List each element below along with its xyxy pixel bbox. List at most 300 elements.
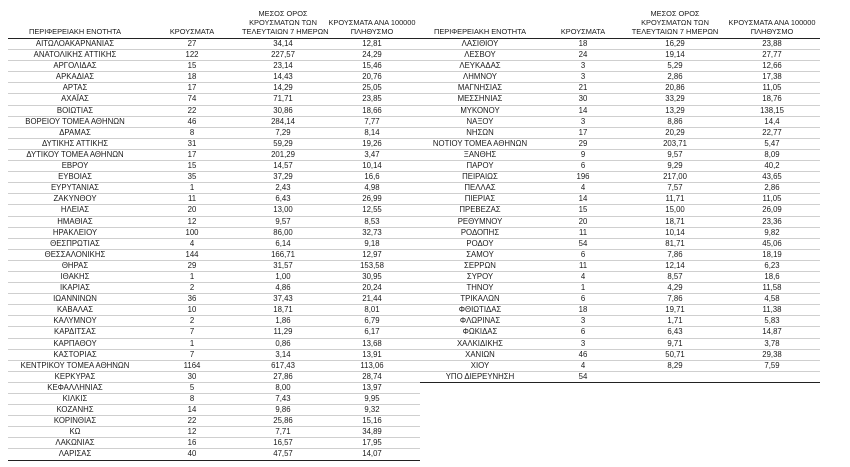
- header-avg7-line1: ΜΕΣΟΣ ΟΡΟΣ: [650, 9, 700, 18]
- region-cell: ΗΛΕΙΑΣ: [8, 205, 142, 216]
- region-cell: ΞΑΝΘΗΣ: [420, 149, 540, 160]
- region-cell: ΙΚΑΡΙΑΣ: [8, 283, 142, 294]
- table-row: [8, 249, 420, 260]
- table-row: [420, 138, 820, 149]
- per100k-cell: 11,58: [724, 283, 820, 294]
- cases-cell: 36: [142, 294, 242, 305]
- table-row: [8, 327, 420, 338]
- table-row: [8, 83, 420, 94]
- per100k-cell: 9,18: [324, 238, 420, 249]
- avg7-cell: 6,14: [242, 238, 324, 249]
- cases-cell: 14: [540, 194, 626, 205]
- region-cell: ΑΡΚΑΔΙΑΣ: [8, 72, 142, 83]
- table-row: [8, 105, 420, 116]
- region-cell: ΔΥΤΙΚΟΥ ΤΟΜΕΑ ΑΘΗΝΩΝ: [8, 149, 142, 160]
- avg7-cell: 4,86: [242, 283, 324, 294]
- region-cell: ΛΑΣΙΘΙΟΥ: [420, 39, 540, 50]
- per100k-cell: 8,53: [324, 216, 420, 227]
- region-cell: ΑΡΓΟΛΙΔΑΣ: [8, 61, 142, 72]
- header-avg7-line3: ΤΕΛΕΥΤΑΙΩΝ 7 ΗΜΕΡΩΝ: [242, 27, 329, 36]
- region-cell: ΜΥΚΟΝΟΥ: [420, 105, 540, 116]
- table-row: [420, 161, 820, 172]
- per100k-cell: 9,82: [724, 227, 820, 238]
- cases-cell: 4: [540, 183, 626, 194]
- table-row: [8, 416, 420, 427]
- table-row: [420, 194, 820, 205]
- cases-cell: 18: [540, 305, 626, 316]
- cases-cell: 31: [142, 138, 242, 149]
- per100k-cell: 12,97: [324, 249, 420, 260]
- avg7-cell: 34,14: [242, 39, 324, 50]
- region-cell: ΝΗΣΩΝ: [420, 127, 540, 138]
- table-row: [8, 283, 420, 294]
- table-row: [420, 227, 820, 238]
- per100k-cell: 6,17: [324, 327, 420, 338]
- avg7-cell: 1,71: [626, 316, 724, 327]
- cases-cell: 15: [142, 61, 242, 72]
- table-row: [420, 205, 820, 216]
- table-row: [420, 249, 820, 260]
- table-row: [8, 216, 420, 227]
- avg7-cell: 9,57: [242, 216, 324, 227]
- cases-cell: 5: [142, 382, 242, 393]
- cases-cell: 11: [540, 227, 626, 238]
- per100k-cell: 6,23: [724, 260, 820, 271]
- table-row: [8, 294, 420, 305]
- avg7-cell: 50,71: [626, 349, 724, 360]
- region-cell: ΦΘΙΩΤΙΔΑΣ: [420, 305, 540, 316]
- per100k-cell: 17,38: [724, 72, 820, 83]
- table-row: [420, 360, 820, 371]
- avg7-cell: 16,29: [626, 39, 724, 50]
- header-per100k-line1: ΚΡΟΥΣΜΑΤΑ ΑΝΑ 100000: [328, 18, 416, 27]
- cases-cell: 6: [540, 161, 626, 172]
- per100k-cell: 13,91: [324, 349, 420, 360]
- header-per100k-line1: ΚΡΟΥΣΜΑΤΑ ΑΝΑ 100000: [728, 18, 816, 27]
- region-cell: ΡΟΔΟΠΗΣ: [420, 227, 540, 238]
- region-cell: ΖΑΚΥΝΘΟΥ: [8, 194, 142, 205]
- cases-cell: 54: [540, 238, 626, 249]
- per100k-cell: 24,29: [324, 50, 420, 61]
- region-cell: ΦΩΚΙΔΑΣ: [420, 327, 540, 338]
- table-row: [8, 371, 420, 382]
- table-row: [8, 205, 420, 216]
- avg7-cell: 20,86: [626, 83, 724, 94]
- per100k-cell: 18,66: [324, 105, 420, 116]
- region-cell: ΚΑΡΔΙΤΣΑΣ: [8, 327, 142, 338]
- avg7-cell: 47,57: [242, 449, 324, 460]
- avg7-cell: 25,86: [242, 416, 324, 427]
- table-row: [8, 271, 420, 282]
- region-cell: ΗΡΑΚΛΕΙΟΥ: [8, 227, 142, 238]
- table-row: [420, 316, 820, 327]
- region-cell: ΚΑΒΑΛΑΣ: [8, 305, 142, 316]
- per100k-cell: 15,46: [324, 61, 420, 72]
- table-row: [8, 405, 420, 416]
- region-cell: ΠΙΕΡΙΑΣ: [420, 194, 540, 205]
- avg7-cell: 1,86: [242, 316, 324, 327]
- per100k-cell: 3,47: [324, 149, 420, 160]
- cases-cell: 6: [540, 294, 626, 305]
- per100k-cell: 16,6: [324, 172, 420, 183]
- table-row: [420, 371, 820, 382]
- region-cell: ΚΑΛΥΜΝΟΥ: [8, 316, 142, 327]
- per100k-cell: 12,66: [724, 61, 820, 72]
- avg7-cell: 9,71: [626, 338, 724, 349]
- avg7-cell: 18,71: [242, 305, 324, 316]
- region-cell: ΛΕΥΚΑΔΑΣ: [420, 61, 540, 72]
- avg7-cell: 2,86: [626, 72, 724, 83]
- per100k-cell: 9,32: [324, 405, 420, 416]
- avg7-cell: 27,86: [242, 371, 324, 382]
- table-body-right: [420, 39, 820, 383]
- avg7-cell: 203,71: [626, 138, 724, 149]
- region-cell: ΚΕΡΚΥΡΑΣ: [8, 371, 142, 382]
- region-cell: ΒΟΡΕΙΟΥ ΤΟΜΕΑ ΑΘΗΝΩΝ: [8, 116, 142, 127]
- per100k-cell: 43,65: [724, 172, 820, 183]
- region-cell: ΠΕΙΡΑΙΩΣ: [420, 172, 540, 183]
- avg7-cell: 86,00: [242, 227, 324, 238]
- avg7-cell: 6,43: [626, 327, 724, 338]
- table-row: [8, 149, 420, 160]
- cases-cell: 17: [540, 127, 626, 138]
- avg7-cell: 9,29: [626, 161, 724, 172]
- region-cell: ΑΝΑΤΟΛΙΚΗΣ ΑΤΤΙΚΗΣ: [8, 50, 142, 61]
- table-body-left: [8, 39, 420, 461]
- per100k-cell: 12,81: [324, 39, 420, 50]
- per100k-cell: 19,26: [324, 138, 420, 149]
- region-cell: ΝΟΤΙΟΥ ΤΟΜΕΑ ΑΘΗΝΩΝ: [420, 138, 540, 149]
- cases-cell: 15: [540, 205, 626, 216]
- cases-cell: 1: [142, 271, 242, 282]
- per100k-cell: 23,88: [724, 39, 820, 50]
- region-cell: ΛΗΜΝΟΥ: [420, 72, 540, 83]
- table-header-row: [420, 9, 820, 39]
- cases-cell: 10: [142, 305, 242, 316]
- table-row: [420, 294, 820, 305]
- avg7-cell: 6,43: [242, 194, 324, 205]
- cases-cell: 7: [142, 349, 242, 360]
- per100k-cell: 22,77: [724, 127, 820, 138]
- region-cell: ΣΥΡΟΥ: [420, 271, 540, 282]
- per100k-cell: 21,44: [324, 294, 420, 305]
- region-cell: ΘΗΡΑΣ: [8, 260, 142, 271]
- avg7-cell: 14,57: [242, 161, 324, 172]
- table-row: [8, 349, 420, 360]
- region-cell: ΠΡΕΒΕΖΑΣ: [420, 205, 540, 216]
- per100k-cell: 8,14: [324, 127, 420, 138]
- region-cell: ΛΕΣΒΟΥ: [420, 50, 540, 61]
- avg7-cell: 2,43: [242, 183, 324, 194]
- cases-cell: 11: [142, 194, 242, 205]
- table-row: [420, 338, 820, 349]
- avg7-cell: 7,29: [242, 127, 324, 138]
- per100k-cell: 11,05: [724, 83, 820, 94]
- cases-cell: 196: [540, 172, 626, 183]
- avg7-cell: 71,71: [242, 94, 324, 105]
- cases-cell: 15: [142, 161, 242, 172]
- per100k-cell: 30,95: [324, 271, 420, 282]
- table-row: [8, 316, 420, 327]
- cases-cell: 4: [540, 271, 626, 282]
- per100k-cell: 138,15: [724, 105, 820, 116]
- avg7-cell: 227,57: [242, 50, 324, 61]
- table-row: [8, 183, 420, 194]
- region-cell: ΚΑΡΠΑΘΟΥ: [8, 338, 142, 349]
- table-row: [420, 94, 820, 105]
- table-row: [420, 349, 820, 360]
- table-row: [420, 283, 820, 294]
- per100k-cell: 17,95: [324, 438, 420, 449]
- regional-cases-table-left: [8, 9, 420, 461]
- per100k-cell: 153,58: [324, 260, 420, 271]
- per100k-cell: 13,68: [324, 338, 420, 349]
- cases-cell: 74: [142, 94, 242, 105]
- cases-cell: 46: [540, 349, 626, 360]
- region-cell: ΜΑΓΝΗΣΙΑΣ: [420, 83, 540, 94]
- avg7-cell: 19,14: [626, 50, 724, 61]
- table-row: [8, 305, 420, 316]
- per100k-cell: 20,76: [324, 72, 420, 83]
- avg7-cell: 7,71: [242, 427, 324, 438]
- avg7-cell: 9,86: [242, 405, 324, 416]
- per100k-cell: 40,2: [724, 161, 820, 172]
- header-cases: ΚΡΟΥΣΜΑΤΑ: [540, 9, 626, 39]
- avg7-cell: 201,29: [242, 149, 324, 160]
- region-cell: ΕΥΡΥΤΑΝΙΑΣ: [8, 183, 142, 194]
- table-row: [8, 438, 420, 449]
- cases-cell: 46: [142, 116, 242, 127]
- per100k-cell: 8,09: [724, 149, 820, 160]
- avg7-cell: 15,00: [626, 205, 724, 216]
- avg7-cell: 12,14: [626, 260, 724, 271]
- per100k-cell: 12,55: [324, 205, 420, 216]
- per100k-cell: 6,79: [324, 316, 420, 327]
- cases-cell: 100: [142, 227, 242, 238]
- table-row: [420, 39, 820, 50]
- avg7-cell: 8,57: [626, 271, 724, 282]
- cases-cell: 9: [540, 149, 626, 160]
- region-cell: ΡΟΔΟΥ: [420, 238, 540, 249]
- table-row: [8, 50, 420, 61]
- avg7-cell: 14,29: [242, 83, 324, 94]
- avg7-cell: 5,29: [626, 61, 724, 72]
- avg7-cell: 7,86: [626, 294, 724, 305]
- header-avg7-line3: ΤΕΛΕΥΤΑΙΩΝ 7 ΗΜΕΡΩΝ: [631, 27, 719, 36]
- region-cell: ΣΕΡΡΩΝ: [420, 260, 540, 271]
- header-avg7-line2: ΚΡΟΥΣΜΑΤΩΝ ΤΩΝ: [249, 18, 317, 27]
- region-cell: ΡΕΘΥΜΝΟΥ: [420, 216, 540, 227]
- per100k-cell: 4,58: [724, 294, 820, 305]
- region-cell: ΔΥΤΙΚΗΣ ΑΤΤΙΚΗΣ: [8, 138, 142, 149]
- table-row: [8, 39, 420, 50]
- table-row: [420, 83, 820, 94]
- per100k-cell: 4,98: [324, 183, 420, 194]
- table-row: [420, 72, 820, 83]
- table-row: [420, 271, 820, 282]
- header-per100k-line2: ΠΛΗΘΥΣΜΟ: [750, 27, 794, 36]
- region-cell: ΚΙΛΚΙΣ: [8, 394, 142, 405]
- region-cell: ΥΠΟ ΔΙΕΡΕΥΝΗΣΗ: [420, 371, 540, 382]
- cases-cell: 3: [540, 116, 626, 127]
- table-row: [8, 338, 420, 349]
- table-row: [420, 105, 820, 116]
- per100k-cell: 10,14: [324, 161, 420, 172]
- table-row: [8, 194, 420, 205]
- per100k-cell: 34,89: [324, 427, 420, 438]
- per100k-cell: 5,47: [724, 138, 820, 149]
- region-cell: ΒΟΙΩΤΙΑΣ: [8, 105, 142, 116]
- cases-cell: 14: [142, 405, 242, 416]
- cases-cell: 2: [142, 283, 242, 294]
- cases-cell: 29: [540, 138, 626, 149]
- cases-cell: 17: [142, 83, 242, 94]
- table-row: [8, 72, 420, 83]
- per100k-cell: 27,77: [724, 50, 820, 61]
- table-header-row: [8, 9, 420, 39]
- region-cell: ΧΑΝΙΩΝ: [420, 349, 540, 360]
- per100k-cell: 113,06: [324, 360, 420, 371]
- cases-cell: 22: [142, 105, 242, 116]
- cases-cell: 14: [540, 105, 626, 116]
- avg7-cell: 166,71: [242, 249, 324, 260]
- avg7-cell: 13,00: [242, 205, 324, 216]
- region-cell: ΝΑΞΟΥ: [420, 116, 540, 127]
- avg7-cell: 7,86: [626, 249, 724, 260]
- cases-cell: 22: [142, 416, 242, 427]
- region-cell: ΦΛΩΡΙΝΑΣ: [420, 316, 540, 327]
- per100k-cell: 15,16: [324, 416, 420, 427]
- avg7-cell: 10,14: [626, 227, 724, 238]
- avg7-cell: 20,29: [626, 127, 724, 138]
- per100k-cell: 11,38: [724, 305, 820, 316]
- table-row: [8, 227, 420, 238]
- region-cell: ΗΜΑΘΙΑΣ: [8, 216, 142, 227]
- header-per100k: [724, 9, 820, 39]
- table-row: [8, 360, 420, 371]
- region-cell: ΚΟΖΑΝΗΣ: [8, 405, 142, 416]
- avg7-cell: 81,71: [626, 238, 724, 249]
- per100k-cell: 18,19: [724, 249, 820, 260]
- cases-cell: 8: [142, 127, 242, 138]
- per100k-cell: 28,74: [324, 371, 420, 382]
- per100k-cell: 14,07: [324, 449, 420, 460]
- avg7-cell: 8,86: [626, 116, 724, 127]
- region-cell: ΠΕΛΛΑΣ: [420, 183, 540, 194]
- header-avg7-line1: ΜΕΣΟΣ ΟΡΟΣ: [258, 9, 308, 18]
- region-cell: ΚΕΦΑΛΛΗΝΙΑΣ: [8, 382, 142, 393]
- per100k-cell: 23,36: [724, 216, 820, 227]
- table-row: [8, 172, 420, 183]
- cases-cell: 21: [540, 83, 626, 94]
- region-cell: ΧΑΛΚΙΔΙΚΗΣ: [420, 338, 540, 349]
- table-row: [420, 260, 820, 271]
- region-cell: ΔΡΑΜΑΣ: [8, 127, 142, 138]
- avg7-cell: 11,71: [626, 194, 724, 205]
- region-cell: ΠΑΡΟΥ: [420, 161, 540, 172]
- cases-cell: 35: [142, 172, 242, 183]
- avg7-cell: 8,29: [626, 360, 724, 371]
- avg7-cell: 4,29: [626, 283, 724, 294]
- cases-cell: 18: [540, 39, 626, 50]
- avg7-cell: 1,00: [242, 271, 324, 282]
- region-cell: ΕΒΡΟΥ: [8, 161, 142, 172]
- cases-cell: 144: [142, 249, 242, 260]
- cases-cell: 1: [540, 283, 626, 294]
- per100k-cell: [724, 371, 820, 382]
- cases-cell: 1: [142, 183, 242, 194]
- table-row: [8, 260, 420, 271]
- cases-cell: 7: [142, 327, 242, 338]
- per100k-cell: 23,85: [324, 94, 420, 105]
- region-cell: ΧΙΟΥ: [420, 360, 540, 371]
- table-row: [8, 116, 420, 127]
- cases-cell: 8: [142, 394, 242, 405]
- region-cell: ΤΡΙΚΑΛΩΝ: [420, 294, 540, 305]
- header-cases: ΚΡΟΥΣΜΑΤΑ: [142, 9, 242, 39]
- cases-cell: 20: [142, 205, 242, 216]
- avg7-cell: 37,29: [242, 172, 324, 183]
- cases-cell: 4: [540, 360, 626, 371]
- avg7-cell: 217,00: [626, 172, 724, 183]
- region-cell: ΙΩΑΝΝΙΝΩΝ: [8, 294, 142, 305]
- avg7-cell: 13,29: [626, 105, 724, 116]
- table-row: [420, 149, 820, 160]
- avg7-cell: 9,57: [626, 149, 724, 160]
- region-cell: ΚΩ: [8, 427, 142, 438]
- table-row: [8, 427, 420, 438]
- cases-cell: 12: [142, 216, 242, 227]
- cases-cell: 17: [142, 149, 242, 160]
- region-cell: ΑΙΤΩΛΟΑΚΑΡΝΑΝΙΑΣ: [8, 39, 142, 50]
- region-cell: ΙΘΑΚΗΣ: [8, 271, 142, 282]
- per100k-cell: 32,73: [324, 227, 420, 238]
- avg7-cell: 23,14: [242, 61, 324, 72]
- avg7-cell: 16,57: [242, 438, 324, 449]
- table-row: [8, 449, 420, 460]
- avg7-cell: 14,43: [242, 72, 324, 83]
- avg7-cell: 19,71: [626, 305, 724, 316]
- per100k-cell: 7,77: [324, 116, 420, 127]
- table-row: [420, 183, 820, 194]
- table-row: [8, 127, 420, 138]
- per100k-cell: 26,09: [724, 205, 820, 216]
- cases-cell: 122: [142, 50, 242, 61]
- cases-cell: 2: [142, 316, 242, 327]
- per100k-cell: 14,4: [724, 116, 820, 127]
- per100k-cell: 11,05: [724, 194, 820, 205]
- avg7-cell: 18,71: [626, 216, 724, 227]
- table-row: [420, 116, 820, 127]
- header-avg7-line2: ΚΡΟΥΣΜΑΤΩΝ ΤΩΝ: [641, 18, 709, 27]
- avg7-cell: 30,86: [242, 105, 324, 116]
- avg7-cell: 3,14: [242, 349, 324, 360]
- avg7-cell: 11,29: [242, 327, 324, 338]
- table-row: [8, 394, 420, 405]
- region-cell: ΚΕΝΤΡΙΚΟΥ ΤΟΜΕΑ ΑΘΗΝΩΝ: [8, 360, 142, 371]
- region-cell: ΚΑΣΤΟΡΙΑΣ: [8, 349, 142, 360]
- per100k-cell: 8,01: [324, 305, 420, 316]
- region-cell: ΕΥΒΟΙΑΣ: [8, 172, 142, 183]
- table-row: [8, 138, 420, 149]
- header-avg7: [242, 9, 329, 39]
- table-row: [420, 50, 820, 61]
- header-region: ΠΕΡΙΦΕΡΕΙΑΚΗ ΕΝΟΤΗΤΑ: [420, 9, 540, 39]
- table-row: [420, 127, 820, 138]
- cases-cell: 4: [142, 238, 242, 249]
- cases-cell: 18: [142, 72, 242, 83]
- table-row: [420, 305, 820, 316]
